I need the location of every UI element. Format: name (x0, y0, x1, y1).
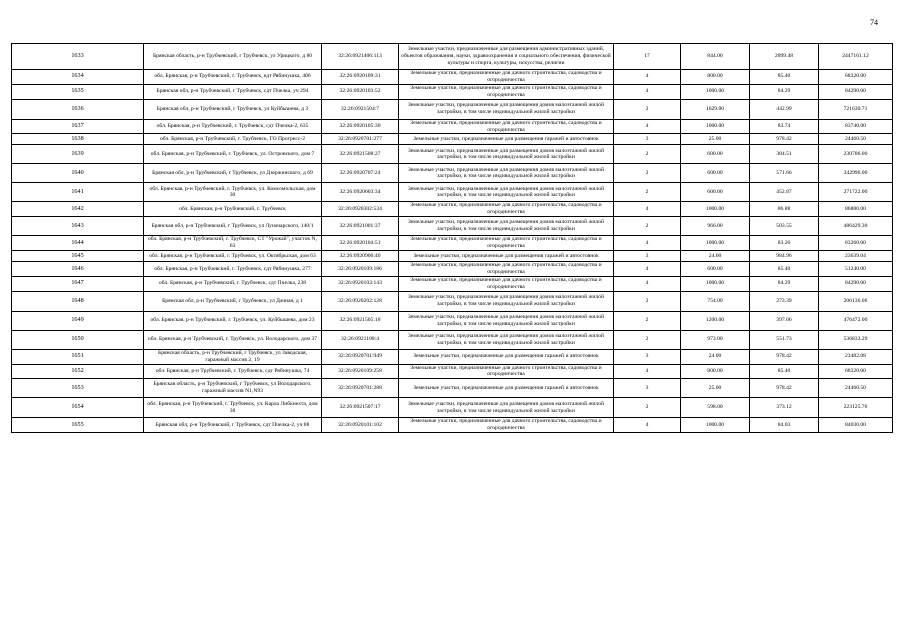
row-number: 1650 (12, 330, 144, 349)
land-use-cell: Земельные участки, предназначенные для размещения гаражей и автостоянок (399, 349, 614, 364)
table-row (12, 70, 893, 85)
use-code-cell: 4 (614, 418, 681, 433)
cadastral-value-cell: 84030.00 (819, 418, 893, 433)
use-code-cell: 2 (614, 183, 681, 202)
row-number: 1638 (12, 134, 144, 145)
address-cell: обл. Брянская, р-н Трубчевский, г. Трубчевск, ул. Комсомольская, дом 30 (144, 183, 322, 202)
cadastral-value-cell: 230706.00 (819, 145, 893, 164)
land-use-cell: Земельные участки, предназначенные для размещения домов малоэтажной жилой застройки, в том числе индивидуальной жилой застройки (399, 330, 614, 349)
specific-value-cell: 2899.48 (750, 44, 819, 70)
cadastral-value-cell: 84290.00 (819, 84, 893, 99)
area-cell: 1000.00 (681, 202, 750, 217)
row-number: 1654 (12, 398, 144, 418)
area-cell: 1200.00 (681, 311, 750, 330)
area-cell: 600.00 (681, 183, 750, 202)
area-cell: 1000.00 (681, 418, 750, 433)
cadastral-value-cell: 223125.76 (819, 398, 893, 418)
area-cell: 600.00 (681, 145, 750, 164)
land-use-cell: Земельные участки, предназначенные для размещения административных зданий, объектов образования, науки, здравоохранения и социального обеспечения, физической культуры и спорта, культуры, искусства, религии (399, 44, 614, 70)
cadastral-number-cell: 32:26:0921507:17 (322, 398, 399, 418)
row-number: 1644 (12, 236, 144, 251)
specific-value-cell: 84.29 (750, 84, 819, 99)
use-code-cell: 2 (614, 217, 681, 236)
table-row (12, 217, 893, 236)
table-row (12, 119, 893, 134)
cadastral-value-cell: 536833.29 (819, 330, 893, 349)
table-row (12, 44, 893, 70)
land-use-cell: Земельные участки, предназначенные для размещения домов малоэтажной жилой застройки, в том числе индивидуальной жилой застройки (399, 145, 614, 164)
row-number: 1639 (12, 145, 144, 164)
row-number: 1640 (12, 164, 144, 183)
cadastral-number-cell: 32:26:0920101:102 (322, 418, 399, 433)
area-cell: 1000.00 (681, 84, 750, 99)
table-body (12, 44, 893, 433)
address-cell: Брянская область, р-н Трубчевский, г Трубчевск, ул Урицкого, д 80 (144, 44, 322, 70)
land-use-cell: Земельные участки, предназначенные для размещения гаражей и автостоянок (399, 379, 614, 398)
address-cell: Брянская обл, р-н Трубчевский, г Трубчевск, ул Дачная, д 1 (144, 291, 322, 311)
cadastral-value-cell: 84290.00 (819, 276, 893, 291)
cadastral-value-cell: 342996.00 (819, 164, 893, 183)
cadastral-value-cell: 68320.00 (819, 70, 893, 85)
use-code-cell: 4 (614, 202, 681, 217)
cadastral-number-cell: 32:26:0920202:128 (322, 291, 399, 311)
use-code-cell: 2 (614, 330, 681, 349)
land-use-cell: Земельные участки, предназначенные для дачного строительства, садоводства и огородничества (399, 364, 614, 379)
use-code-cell: 4 (614, 262, 681, 277)
area-cell: 754.00 (681, 291, 750, 311)
area-cell: 800.00 (681, 70, 750, 85)
address-cell: обл. Брянская, р-н Трубчевский, г. Трубчевск, ул. Октябрьская, дом 63 (144, 251, 322, 262)
specific-value-cell: 397.06 (750, 311, 819, 330)
cadastral-value-cell: 2447161.12 (819, 44, 893, 70)
cadastral-value-cell: 23482.08 (819, 349, 893, 364)
address-cell: Брянская обл, р-н Трубчевский, г Трубчевск, ул Куйбышева, д 3 (144, 99, 322, 119)
table-row (12, 164, 893, 183)
table-row (12, 183, 893, 202)
row-number: 1653 (12, 379, 144, 398)
area-cell: 600.00 (681, 262, 750, 277)
specific-value-cell: 452.87 (750, 183, 819, 202)
cadastral-number-cell: 32:26:0921504:7 (322, 99, 399, 119)
table-row (12, 145, 893, 164)
cadastral-number-cell: 32:26:0920906:40 (322, 251, 399, 262)
area-cell: 966.00 (681, 217, 750, 236)
table-row (12, 202, 893, 217)
land-use-cell: Земельные участки, предназначенные для размещения гаражей и автостоянок (399, 251, 614, 262)
address-cell: Брянская обл, р-н Трубчевский, г Трубчевск, сдт Пчелка, уч 294 (144, 84, 322, 99)
row-number: 1633 (12, 44, 144, 70)
address-cell: обл. Брянская, р-н Трубчевский, г. Трубчевск, сдт Рябинушка, 277 (144, 262, 322, 277)
table-row (12, 276, 893, 291)
table-row (12, 99, 893, 119)
use-code-cell: 2 (614, 398, 681, 418)
cadastral-value-cell: 24460.50 (819, 134, 893, 145)
specific-value-cell: 85.40 (750, 70, 819, 85)
row-number: 1635 (12, 84, 144, 99)
page-number: 74 (870, 18, 878, 27)
use-code-cell: 2 (614, 311, 681, 330)
cadastral-number-cell: 32:26:0920701:949 (322, 349, 399, 364)
use-code-cell: 4 (614, 84, 681, 99)
address-cell: обл. Брянская, р-н Трубчевский, г. Трубчевск, ГО Прогресс-2 (144, 134, 322, 145)
area-cell: 600.00 (681, 164, 750, 183)
land-use-cell: Земельные участки, предназначенные для размещения домов малоэтажной жилой застройки, в том числе индивидуальной жилой застройки (399, 398, 614, 418)
specific-value-cell: 85.40 (750, 262, 819, 277)
cadastral-number-cell: 32:26:0920302:534 (322, 202, 399, 217)
address-cell: Брянская область, р-н Трубчевский, г Трубчевск, ул Володарского, гаражный массив N1,N93 (144, 379, 322, 398)
table-row (12, 349, 893, 364)
land-use-cell: Земельные участки, предназначенные для дачного строительства, садоводства и огородничества (399, 84, 614, 99)
address-cell: обл. Брянская, р-н Трубчевский, г. Трубчевск, едт Рябинушка, 406 (144, 70, 322, 85)
row-number: 1646 (12, 262, 144, 277)
table-row (12, 311, 893, 330)
row-number: 1643 (12, 217, 144, 236)
cadastral-value-cell: 86880.00 (819, 202, 893, 217)
land-use-cell: Земельные участки, предназначенные для размещения домов малоэтажной жилой застройки, в том числе индивидуальной жилой застройки (399, 291, 614, 311)
address-cell: обл. Брянская, р-н Трубчевский, г. Трубчевск, ул. Островского, дом 7 (144, 145, 322, 164)
specific-value-cell: 551.73 (750, 330, 819, 349)
address-cell: обл. Брянская, р-н Трубчевский, г. Трубчевск, СТ "Урожай", участок N, 63 (144, 236, 322, 251)
land-use-cell: Земельные участки, предназначенные для дачного строительства, садоводства и огородничества (399, 262, 614, 277)
area-cell: 1000.00 (681, 119, 750, 134)
cadastral-number-cell: 32:26:0921108:4 (322, 330, 399, 349)
table-row (12, 364, 893, 379)
row-number: 1645 (12, 251, 144, 262)
cadastral-value-cell: 51240.00 (819, 262, 893, 277)
use-code-cell: 2 (614, 164, 681, 183)
row-number: 1636 (12, 99, 144, 119)
area-cell: 973.00 (681, 330, 750, 349)
cadastral-value-cell: 476472.00 (819, 311, 893, 330)
table-row (12, 84, 893, 99)
address-cell: Брянская обл, р-н Трубчевский, г Трубчевск, ул Дзержинского, д 69 (144, 164, 322, 183)
land-use-cell: Земельные участки, предназначенные для размещения домов малоэтажной жилой застройки, в том числе индивидуальной жилой застройки (399, 99, 614, 119)
row-number: 1651 (12, 349, 144, 364)
cadastral-value-cell: 24460.50 (819, 379, 893, 398)
row-number: 1647 (12, 276, 144, 291)
address-cell: обл. Брянская, р-н Трубчевский, г. Трубчевск, ул. Карла Либкнехта, дом 38 (144, 398, 322, 418)
cadastral-value-cell: 486429.30 (819, 217, 893, 236)
cadastral-number-cell: 32:26:0920701:277 (322, 134, 399, 145)
cadastral-number-cell: 32:26:0920109:258 (322, 364, 399, 379)
area-cell: 800.00 (681, 364, 750, 379)
area-cell: 598.00 (681, 398, 750, 418)
area-cell: 24.00 (681, 251, 750, 262)
area-cell: 1000.00 (681, 276, 750, 291)
address-cell: Брянская обл, р-н Трубчевский, г Трубчевск, ул Луначарского, 140/1 (144, 217, 322, 236)
use-code-cell: 4 (614, 276, 681, 291)
use-code-cell: 4 (614, 236, 681, 251)
address-cell: обл. Брянская, р-н Трубчевский, г. Трубчевск, сдт Пчелка-2, 635 (144, 119, 322, 134)
cadastral-number-cell: 32:26:0920105:30 (322, 119, 399, 134)
cadastral-value-cell: 68320.00 (819, 364, 893, 379)
land-use-cell: Земельные участки, предназначенные для дачного строительства, садоводства и огородничества (399, 236, 614, 251)
specific-value-cell: 85.40 (750, 364, 819, 379)
cadastral-number-cell: 32:26:0921508:27 (322, 145, 399, 164)
specific-value-cell: 83.74 (750, 119, 819, 134)
specific-value-cell: 384.51 (750, 145, 819, 164)
specific-value-cell: 978.42 (750, 134, 819, 145)
cadastral-number-cell: 32:26:0920103:52 (322, 84, 399, 99)
address-cell: обл. Брянская, р-н Трубчевский, г. Трубчевск, ул. Куйбышева, дом 23 (144, 311, 322, 330)
land-use-cell: Земельные участки, предназначенные для дачного строительства, садоводства и огородничества (399, 202, 614, 217)
table-row (12, 251, 893, 262)
use-code-cell: 2 (614, 99, 681, 119)
specific-value-cell: 978.42 (750, 349, 819, 364)
land-use-cell: Земельные участки, предназначенные для размещения домов малоэтажной жилой застройки, в том числе индивидуальной жилой застройки (399, 311, 614, 330)
cadastral-number-cell: 32:26:0920109:31 (322, 70, 399, 85)
use-code-cell: 3 (614, 134, 681, 145)
use-code-cell: 3 (614, 349, 681, 364)
area-cell: 1629.00 (681, 99, 750, 119)
land-use-cell: Земельные участки, предназначенные для дачного строительства, садоводства и огородничества (399, 276, 614, 291)
use-code-cell: 4 (614, 364, 681, 379)
cadastral-value-cell: 721630.71 (819, 99, 893, 119)
cadastral-number-cell: 32:26:0920707:24 (322, 164, 399, 183)
cadastral-value-cell: 206136.06 (819, 291, 893, 311)
specific-value-cell: 86.88 (750, 202, 819, 217)
cadastral-value-cell: 23639.04 (819, 251, 893, 262)
use-code-cell: 4 (614, 70, 681, 85)
cadastral-number-cell: 32:26:0921001:37 (322, 217, 399, 236)
address-cell: обл. Брянская, р-н Трубчевский, г. Трубчевск, ул. Володарского, дом 37 (144, 330, 322, 349)
use-code-cell: 17 (614, 44, 681, 70)
area-cell: 24.00 (681, 349, 750, 364)
address-cell: Брянская область, р-н Трубчевский, г Трубчевск, ул Заводская, гаражный массив 2, 19 (144, 349, 322, 364)
cadastral-value-cell: 83740.00 (819, 119, 893, 134)
table-row (12, 134, 893, 145)
row-number: 1649 (12, 311, 144, 330)
table-row (12, 398, 893, 418)
cadastral-number-cell: 32:26:0920701:288 (322, 379, 399, 398)
table-row (12, 418, 893, 433)
row-number: 1648 (12, 291, 144, 311)
table-row (12, 291, 893, 311)
area-cell: 844.00 (681, 44, 750, 70)
table-row (12, 262, 893, 277)
table-row (12, 330, 893, 349)
row-number: 1641 (12, 183, 144, 202)
use-code-cell: 3 (614, 251, 681, 262)
row-number: 1652 (12, 364, 144, 379)
row-number: 1637 (12, 119, 144, 134)
cadastral-number-cell: 32:26:0920103:143 (322, 276, 399, 291)
land-use-cell: Земельные участки, предназначенные для дачного строительства, садоводства и огородничества (399, 418, 614, 433)
land-use-cell: Земельные участки, предназначенные для дачного строительства, садоводства и огородничества (399, 119, 614, 134)
cadastral-number-cell: 32:26:0921406:113 (322, 44, 399, 70)
cadastral-number-cell: 32:26:0920109:186 (322, 262, 399, 277)
cadastral-number-cell: 32:26:0920603:34 (322, 183, 399, 202)
cadastral-number-cell: 32:26:0920104:51 (322, 236, 399, 251)
address-cell: Брянская обл, р-н Трубчевский, г Трубчевск, сдт Пчелка-2, уч 88 (144, 418, 322, 433)
specific-value-cell: 373.12 (750, 398, 819, 418)
land-use-cell: Земельные участки, предназначенные для размещения домов малоэтажной жилой застройки, в том числе индивидуальной жилой застройки (399, 217, 614, 236)
area-cell: 1000.00 (681, 236, 750, 251)
specific-value-cell: 83.26 (750, 236, 819, 251)
land-use-cell: Земельные участки, предназначенные для дачного строительства, садоводства и огородничества (399, 70, 614, 85)
row-number: 1634 (12, 70, 144, 85)
specific-value-cell: 503.55 (750, 217, 819, 236)
land-use-cell: Земельные участки, предназначенные для размещения домов малоэтажной жилой застройки, в том числе индивидуальной жилой застройки (399, 164, 614, 183)
use-code-cell: 2 (614, 145, 681, 164)
row-number: 1655 (12, 418, 144, 433)
address-cell: обл. Брянская, р-н Трубчевский, г. Трубчевск, сдт Пчелка, 238 (144, 276, 322, 291)
specific-value-cell: 442.99 (750, 99, 819, 119)
area-cell: 25.00 (681, 134, 750, 145)
cadastral-value-cell: 83260.00 (819, 236, 893, 251)
specific-value-cell: 84.29 (750, 276, 819, 291)
specific-value-cell: 84.03 (750, 418, 819, 433)
specific-value-cell: 984.96 (750, 251, 819, 262)
cadastral-value-cell: 271722.00 (819, 183, 893, 202)
use-code-cell: 2 (614, 291, 681, 311)
row-number: 1642 (12, 202, 144, 217)
table-row (12, 236, 893, 251)
use-code-cell: 3 (614, 379, 681, 398)
address-cell: обл. Брянская, р-н Трубчевский, г. Трубчевск (144, 202, 322, 217)
specific-value-cell: 273.39 (750, 291, 819, 311)
specific-value-cell: 571.66 (750, 164, 819, 183)
land-use-cell: Земельные участки, предназначенные для размещения домов малоэтажной жилой застройки, в том числе индивидуальной жилой застройки (399, 183, 614, 202)
use-code-cell: 4 (614, 119, 681, 134)
cadastral-number-cell: 32:26:0921505:18 (322, 311, 399, 330)
parcel-table (11, 43, 893, 433)
address-cell: обл. Брянская, р-н Трубчевский, г. Трубчевск, сдт Рябинушка, 74 (144, 364, 322, 379)
table-row (12, 379, 893, 398)
specific-value-cell: 978.42 (750, 379, 819, 398)
land-use-cell: Земельные участки, предназначенные для размещения гаражей и автостоянок (399, 134, 614, 145)
area-cell: 25.00 (681, 379, 750, 398)
